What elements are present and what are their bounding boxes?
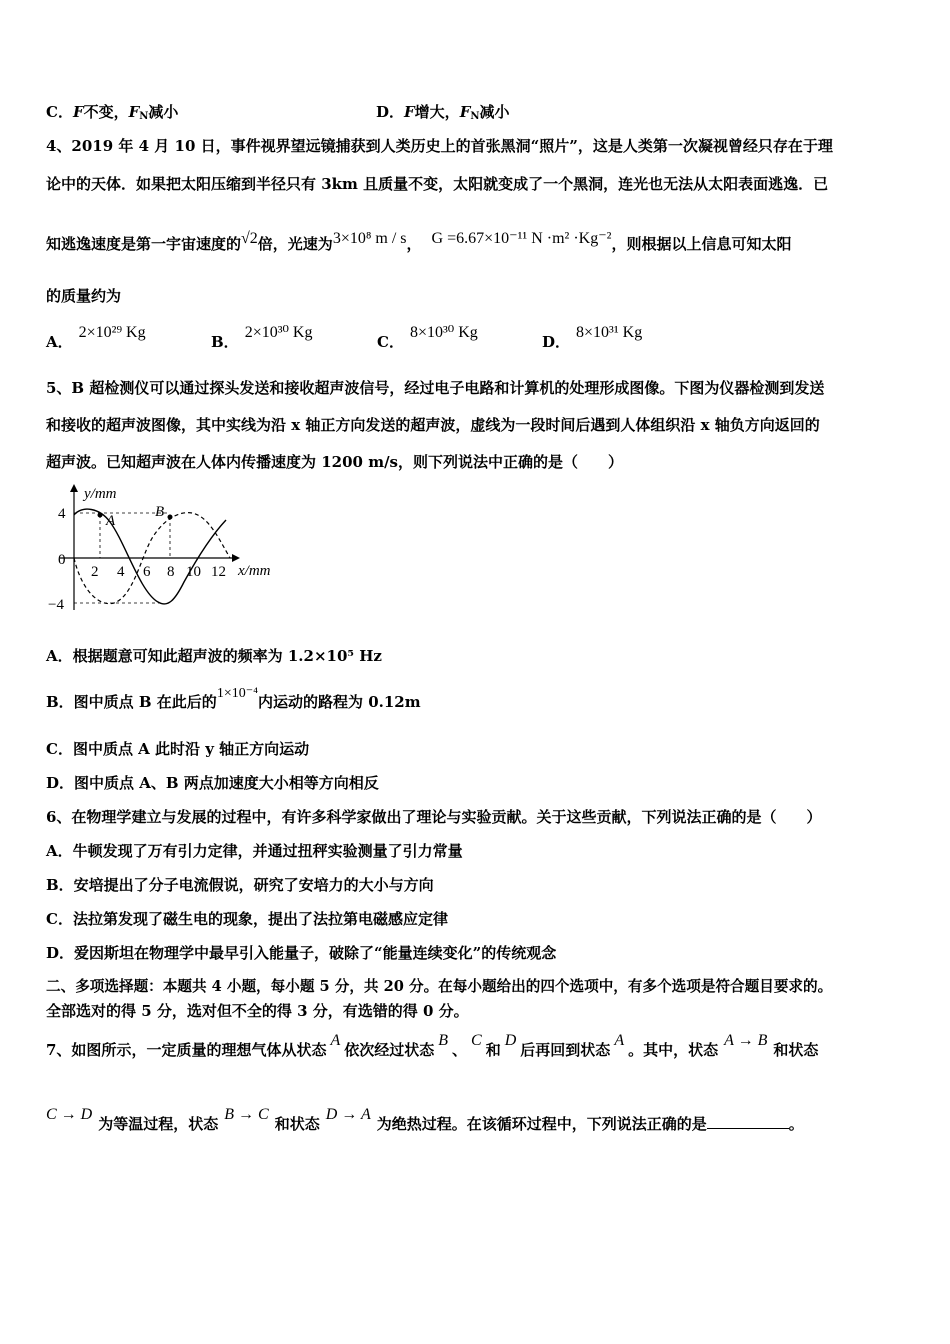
wave-graph xyxy=(40,482,300,617)
q5-option-b: B．图中质点 B 在此后的1×10⁻⁴内运动的路程为 0.12m xyxy=(46,686,421,711)
q4-line-2: 论中的天体．如果把太阳压缩到半径只有 3km 且质量不变，太阳就变成了一个黑洞，连光也无法从太阳表面逃逸．已 xyxy=(46,175,829,193)
q6-option-b: B．安培提出了分子电流假说，研究了安培力的大小与方向 xyxy=(46,876,434,894)
q4-option-a: A．2×10²⁹ Kg xyxy=(46,324,146,351)
y-tick-neg4: −4 xyxy=(48,597,64,613)
q6-option-a: A．牛顿发现了万有引力定律，并通过扭秤实验测量了引力常量 xyxy=(46,842,463,860)
q4-option-c: C．8×10³⁰ Kg xyxy=(377,324,478,351)
q7-line-2: C → D为等温过程，状态B → C和状态D → A为绝热过程。在该循环过程中，下列说法正确的是 。 xyxy=(46,1106,804,1133)
q3-option-d: D．F增大，$F_N$减小 xyxy=(376,103,510,122)
q6-option-d: D．爱因斯坦在物理学中最早引入能量子，破除了“能量连续变化”的传统观念 xyxy=(46,944,557,962)
q3-option-c: C．F不变，$F_N$减小 xyxy=(46,103,179,122)
q5-line-3: 超声波。已知超声波在人体内传播速度为 1200 m/s，则下列说法中正确的是（ ） xyxy=(46,453,623,471)
time-formula: 1×10⁻⁴ xyxy=(216,686,258,701)
q4-option-d: D．8×10³¹ Kg xyxy=(542,324,643,351)
y-axis-label: y/mm xyxy=(84,486,117,502)
x-tick-10: 10 xyxy=(186,564,201,580)
x-tick-6: 6 xyxy=(143,564,151,580)
gravitational-constant-formula: G =6.67×10⁻¹¹ N ·m² ·Kg⁻² xyxy=(431,230,612,247)
y-axis-arrow xyxy=(70,484,78,492)
sqrt2-formula: √2 xyxy=(241,230,258,247)
q5-option-c: C．图中质点 A 此时沿 y 轴正方向运动 xyxy=(46,740,310,758)
x-tick-4: 4 xyxy=(117,564,125,580)
answer-blank[interactable] xyxy=(707,1114,789,1129)
point-a-dot xyxy=(98,513,103,518)
section2-line-2: 全部选对的得 5 分，选对但不全的得 3 分，有选错的得 0 分。 xyxy=(46,1002,469,1020)
q7-line-1: 7、如图所示，一定质量的理想气体从状态A依次经过状态B、C和D后再回到状态A。其中，状态A → B和状态 xyxy=(46,1032,819,1059)
x-tick-8: 8 xyxy=(167,564,175,580)
y-tick-4: 4 xyxy=(58,506,66,522)
q5-option-d: D．图中质点 A、B 两点加速度大小相等方向相反 xyxy=(46,774,379,792)
y-tick-0: 0 xyxy=(58,552,66,568)
q6-option-c: C．法拉第发现了磁生电的现象，提出了法拉第电磁感应定律 xyxy=(46,910,448,928)
x-axis-arrow xyxy=(232,554,240,562)
q5-line-1: 5、B 超检测仪可以通过探头发送和接收超声波信号，经过电子电路和计算机的处理形成图像。下图为仪器检测到发送 xyxy=(46,379,825,397)
x-tick-12: 12 xyxy=(211,564,226,580)
point-b-label: B xyxy=(155,504,165,520)
q5-option-a: A．根据题意可知此超声波的频率为 1.2×10⁵ Hz xyxy=(46,647,382,665)
q6-stem: 6、在物理学建立与发展的过程中，有许多科学家做出了理论与实验贡献。关于这些贡献，下列说法正确的是（ ） xyxy=(46,808,822,826)
q5-line-2: 和接收的超声波图像，其中实线为沿 x 轴正方向发送的超声波，虚线为一段时间后遇到人体组织沿 x 轴负方向返回的 xyxy=(46,416,820,434)
solid-wave xyxy=(74,509,226,604)
point-a-label: A xyxy=(106,513,116,529)
section2-line-1: 二、多项选择题：本题共 4 小题，每小题 5 分，共 20 分。在每小题给出的四个选项中，有多个选项是符合题目要求的。 xyxy=(46,978,833,995)
q4-line-3: 知逃逸速度是第一宇宙速度的√2倍，光速为3×10⁸ m / s， G =6.67×10⁻¹¹ N ·m² ·Kg⁻²，则根据以上信息可知太阳 xyxy=(46,230,792,253)
point-b-dot xyxy=(168,515,173,520)
q4-option-b: B．2×10³⁰ Kg xyxy=(211,324,313,351)
x-axis-label: x/mm xyxy=(238,563,271,579)
q4-line-1: 4、2019 年 4 月 10 日，事件视界望远镜捕获到人类历史上的首张黑洞“照片”，这是人类第一次凝视曾经只存在于理 xyxy=(46,137,833,155)
light-speed-formula: 3×10⁸ m / s xyxy=(332,230,407,247)
q4-line-4: 的质量约为 xyxy=(46,287,122,305)
x-tick-2: 2 xyxy=(91,564,99,580)
